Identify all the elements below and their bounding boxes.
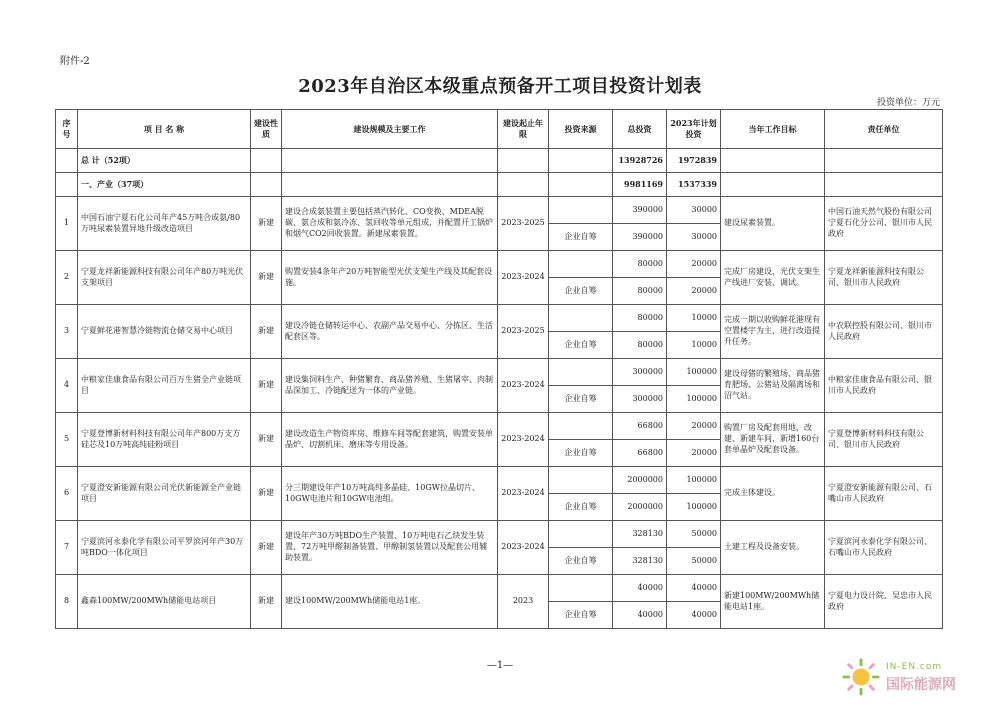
grand-total-label: 总 计（52项） [78,149,251,173]
project-scope: 建设年产30万吨BDO生产装置、10万吨电石乙炔发生装置、72万吨甲醛制备装置、甲醇制氢装置以及配套公用辅助装置。 [282,521,498,575]
project-source-total: 328130 [613,548,667,575]
project-seq: 7 [56,521,78,575]
watermark-site: IN-EN.com [886,662,943,672]
project-source: 企业自筹 [549,548,613,575]
grand-total-plan: 1972839 [667,149,721,173]
project-source-plan: 20000 [667,440,721,467]
watermark-name: 国际能源网 [886,677,956,693]
project-row [56,251,943,278]
project-source: 企业自筹 [549,278,613,305]
grand-total-investment: 13928726 [613,149,667,173]
project-scope: 购置安装4条年产20万吨智能型光伏支架生产线及其配套设施。 [282,251,498,305]
project-plan-investment: 30000 [667,197,721,224]
project-scope: 建设集饲料生产、种猪繁育、商品猪养殖、生猪屠宰、肉制品深加工、冷链配送为一体的产业链。 [282,359,498,413]
header-plan-2023: 2023年计划投资 [667,110,721,149]
project-name: 鑫森100MW/200MWh储能电站项目 [78,575,251,629]
project-period: 2023-2025 [498,197,549,251]
project-name: 宁夏滨河永泰化学有限公司平罗滨河年产30万吨BDO一体化项目 [78,521,251,575]
project-period: 2023-2024 [498,359,549,413]
project-row [56,521,943,548]
header-scope: 建设规模及主要工作 [282,110,498,149]
industry-subtotal-label: 一、产业（37项） [78,173,251,197]
project-name: 中粮家佳康食品有限公司百万生猪全产业链项目 [78,359,251,413]
project-nature: 新建 [251,521,282,575]
project-period: 2023-2024 [498,521,549,575]
project-nature: 新建 [251,197,282,251]
project-target: 建设母猪的繁殖场、商品猪育肥场、公猪站及隔离场和沼气站。 [721,359,825,413]
project-target: 完成厂房建设，光伏支架生产线进厂安装、调试。 [721,251,825,305]
project-nature: 新建 [251,575,282,629]
header-source: 投资来源 [549,110,613,149]
project-nature: 新建 [251,251,282,305]
project-total-investment: 328130 [613,521,667,548]
project-plan-investment: 100000 [667,467,721,494]
project-source: 企业自筹 [549,602,613,629]
project-nature: 新建 [251,413,282,467]
page-number: —1— [486,660,514,671]
project-owner: 中农联控股有限公司、银川市人民政府 [825,305,943,359]
project-source-total: 2000000 [613,494,667,521]
project-row [56,467,943,494]
project-period: 2023-2024 [498,467,549,521]
project-row [56,575,943,602]
project-plan-investment: 10000 [667,305,721,332]
project-source-total: 80000 [613,332,667,359]
project-source: 企业自筹 [549,494,613,521]
project-source-plan: 100000 [667,386,721,413]
project-total-investment: 390000 [613,197,667,224]
investment-unit-note: 投资单位：万元 [876,98,940,108]
project-owner: 宁夏滨河永泰化学有限公司、石嘴山市人民政府 [825,521,943,575]
header-seq: 序号 [56,110,78,149]
header-total: 总投资 [613,110,667,149]
project-name: 宁夏登博新材料科技有限公司年产800万支方硅芯及10万吨高纯硅粉项目 [78,413,251,467]
project-owner: 宁夏龙祥新能源科技有限公司、银川市人民政府 [825,251,943,305]
project-period: 2023 [498,575,549,629]
project-source-total: 80000 [613,278,667,305]
attachment-label: 附件-2 [60,56,90,67]
industry-subtotal-row [56,173,943,197]
project-source-total: 300000 [613,386,667,413]
project-target: 新建100MW/200MWh储能电站1座。 [721,575,825,629]
project-source-plan: 50000 [667,548,721,575]
project-source: 企业自筹 [549,386,613,413]
project-owner: 宁夏电力设计院、吴忠市人民政府 [825,575,943,629]
header-owner: 责任单位 [825,110,943,149]
project-name: 中国石油宁夏石化公司年产45万吨合成氨/80万吨尿素装置异地升级改造项目 [78,197,251,251]
document-title: 2023年自治区本级重点预备开工项目投资计划表 [298,76,702,97]
project-target: 完成一期以收购鲜花港现有空置楼宇为主，进行改造提升任务。 [721,305,825,359]
project-row [56,413,943,440]
project-target: 购置厂房及配套用地，改建、新建车间，新增160台套单晶炉及配套设备。 [721,413,825,467]
project-nature: 新建 [251,467,282,521]
project-nature: 新建 [251,359,282,413]
project-total-investment: 80000 [613,305,667,332]
project-seq: 2 [56,251,78,305]
project-plan-investment: 100000 [667,359,721,386]
project-seq: 6 [56,467,78,521]
project-total-investment: 40000 [613,575,667,602]
project-scope: 建设100MW/200MWh储能电站1座。 [282,575,498,629]
project-owner: 宁夏澄安新能源有限公司、石嘴山市人民政府 [825,467,943,521]
project-total-investment: 66800 [613,413,667,440]
header-target: 当年工作目标 [721,110,825,149]
project-seq: 4 [56,359,78,413]
header-nature: 建设性质 [251,110,282,149]
investment-plan-table [55,109,943,629]
project-period: 2023-2025 [498,305,549,359]
project-row [56,197,943,224]
project-period: 2023-2024 [498,413,549,467]
project-scope: 分三期建设年产10万吨高纯多晶硅、10GW拉晶切片、10GW电池片和10GW电池组。 [282,467,498,521]
project-name: 宁夏鲜花港智慧冷链物流仓储交易中心项目 [78,305,251,359]
project-target: 建设尿素装置。 [721,197,825,251]
project-scope: 建设冷链仓储转运中心、农副产品交易中心、分拣区、生活配套区等。 [282,305,498,359]
header-name: 项 目 名 称 [78,110,251,149]
project-target: 土建工程及设备安装。 [721,521,825,575]
project-seq: 3 [56,305,78,359]
header-period: 建设起止年限 [498,110,549,149]
project-source-plan: 30000 [667,224,721,251]
project-total-investment: 80000 [613,251,667,278]
project-source-plan: 100000 [667,494,721,521]
grand-total-row [56,149,943,173]
project-total-investment: 300000 [613,359,667,386]
project-source-total: 66800 [613,440,667,467]
table-header-row [56,110,943,149]
project-plan-investment: 20000 [667,251,721,278]
project-scope: 建设合成氨装置主要包括蒸汽转化、CO变换、MDEA脱碳、氨合成和氨冷冻、氢回收等单元组成，并配置开工锅炉和烟气CO2回收装置。新建尿素装置。 [282,197,498,251]
industry-subtotal-investment: 9981169 [613,173,667,197]
project-source-total: 390000 [613,224,667,251]
project-target: 完成主体建设。 [721,467,825,521]
project-seq: 1 [56,197,78,251]
project-plan-investment: 50000 [667,521,721,548]
project-scope: 建设改造生产物资库房、维修车间等配套建筑，购置安装单晶炉、切割机床、磨床等专用设备。 [282,413,498,467]
project-seq: 8 [56,575,78,629]
project-row [56,359,943,386]
project-nature: 新建 [251,305,282,359]
project-owner: 宁夏登博新材料科技有限公司、银川市人民政府 [825,413,943,467]
project-source-plan: 40000 [667,602,721,629]
project-source-plan: 10000 [667,332,721,359]
industry-subtotal-plan: 1537339 [667,173,721,197]
project-source-plan: 20000 [667,278,721,305]
project-source: 企业自筹 [549,440,613,467]
project-owner: 中粮家佳康食品有限公司、银川市人民政府 [825,359,943,413]
project-name: 宁夏龙祥新能源科技有限公司年产80万吨光伏支架项目 [78,251,251,305]
project-owner: 中国石油天然气股份有限公司宁夏石化分公司、银川市人民政府 [825,197,943,251]
sun-logo-icon [842,658,880,696]
project-plan-investment: 40000 [667,575,721,602]
project-period: 2023-2024 [498,251,549,305]
project-row [56,305,943,332]
project-plan-investment: 20000 [667,413,721,440]
project-total-investment: 2000000 [613,467,667,494]
project-name: 宁夏澄安新能源有限公司光伏新能源全产业链项目 [78,467,251,521]
project-source: 企业自筹 [549,224,613,251]
watermark-logo [842,656,992,700]
project-seq: 5 [56,413,78,467]
project-source: 企业自筹 [549,332,613,359]
project-source-total: 40000 [613,602,667,629]
